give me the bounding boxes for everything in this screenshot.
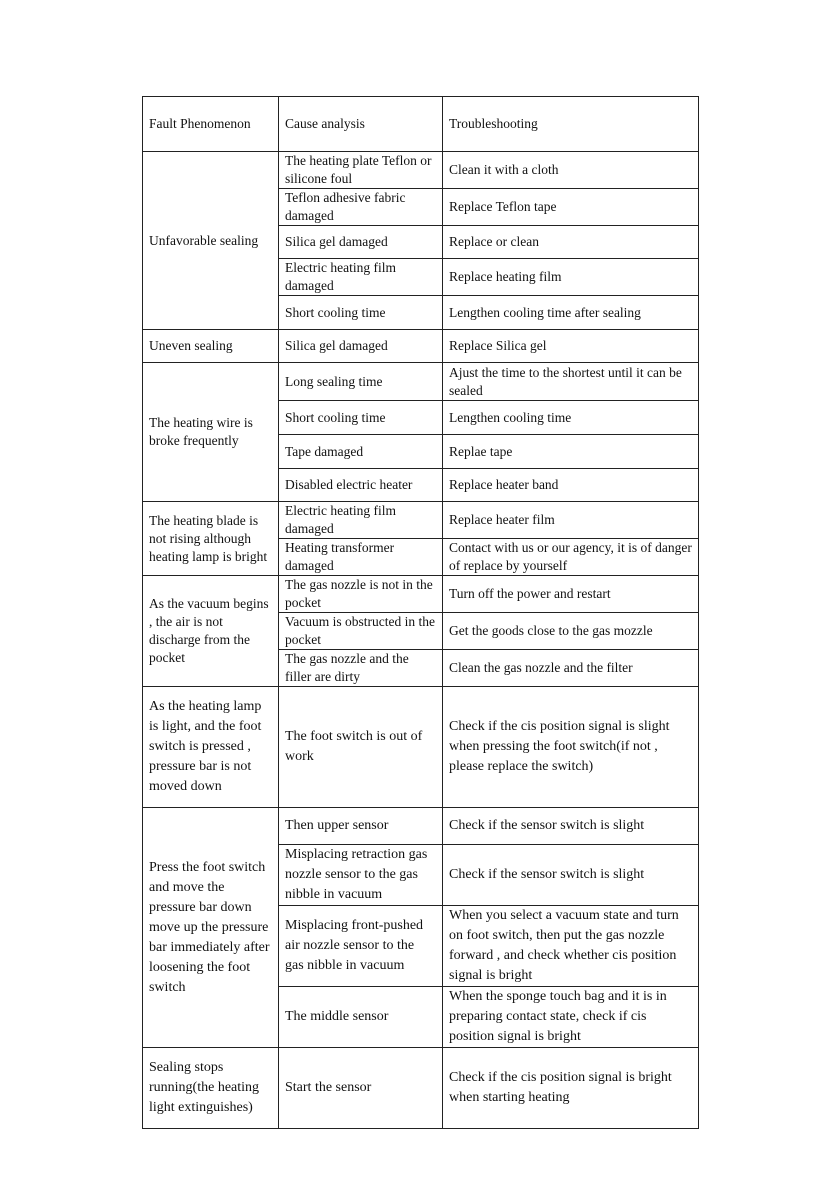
solution-cell: Check if the sensor switch is slight — [443, 808, 699, 845]
solution-cell: Lengthen cooling time — [443, 401, 699, 435]
cause-cell: The foot switch is out of work — [279, 687, 443, 808]
solution-cell: Replae tape — [443, 435, 699, 469]
solution-cell: Replace or clean — [443, 226, 699, 259]
solution-cell: Clean it with a cloth — [443, 152, 699, 189]
solution-cell: Clean the gas nozzle and the filter — [443, 650, 699, 687]
header-cause: Cause analysis — [279, 97, 443, 152]
solution-cell: Replace Teflon tape — [443, 189, 699, 226]
table-row — [143, 1048, 699, 1129]
cause-cell: Then upper sensor — [279, 808, 443, 845]
cause-cell: Misplacing retraction gas nozzle sensor to the gas nibble in vacuum — [279, 845, 443, 906]
solution-cell: Replace heater band — [443, 469, 699, 502]
table-row — [143, 808, 699, 845]
solution-cell: When the sponge touch bag and it is in preparing contact state, check if cis position signal is bright — [443, 987, 699, 1048]
cause-cell: The gas nozzle is not in the pocket — [279, 576, 443, 613]
fault-phenomenon: As the vacuum begins , the air is not discharge from the pocket — [143, 576, 279, 687]
fault-table — [142, 96, 699, 1129]
solution-cell: Check if the sensor switch is slight — [443, 845, 699, 906]
solution-cell: Get the goods close to the gas mozzle — [443, 613, 699, 650]
solution-cell: Replace heating film — [443, 259, 699, 296]
solution-cell: Replace Silica gel — [443, 330, 699, 363]
cause-cell: Start the sensor — [279, 1048, 443, 1129]
solution-cell: Contact with us or our agency, it is of danger of replace by yourself — [443, 539, 699, 576]
fault-phenomenon: The heating blade is not rising although heating lamp is bright — [143, 502, 279, 576]
fault-phenomenon: Sealing stops running(the heating light extinguishes) — [143, 1048, 279, 1129]
cause-cell: Silica gel damaged — [279, 330, 443, 363]
table-row — [143, 330, 699, 363]
cause-cell: Disabled electric heater — [279, 469, 443, 502]
cause-cell: Short cooling time — [279, 401, 443, 435]
table-row — [143, 687, 699, 808]
solution-cell: Check if the cis position signal is slight when pressing the foot switch(if not , please replace the switch) — [443, 687, 699, 808]
table-row — [143, 152, 699, 189]
solution-cell: Check if the cis position signal is bright when starting heating — [443, 1048, 699, 1129]
cause-cell: Heating transformer damaged — [279, 539, 443, 576]
cause-cell: Tape damaged — [279, 435, 443, 469]
header-phenomenon: Fault Phenomenon — [143, 97, 279, 152]
fault-phenomenon: The heating wire is broke frequently — [143, 363, 279, 502]
fault-phenomenon: Uneven sealing — [143, 330, 279, 363]
fault-phenomenon: Unfavorable sealing — [143, 152, 279, 330]
solution-cell: Replace heater film — [443, 502, 699, 539]
table-row — [143, 576, 699, 613]
solution-cell: Lengthen cooling time after sealing — [443, 296, 699, 330]
solution-cell: Ajust the time to the shortest until it can be sealed — [443, 363, 699, 401]
table-row — [143, 363, 699, 401]
table-row — [143, 502, 699, 539]
cause-cell: The heating plate Teflon or silicone foul — [279, 152, 443, 189]
solution-cell: When you select a vacuum state and turn on foot switch, then put the gas nozzle forward , and check whether cis position signal is bright — [443, 906, 699, 987]
cause-cell: The middle sensor — [279, 987, 443, 1048]
cause-cell: Short cooling time — [279, 296, 443, 330]
cause-cell: Misplacing front-pushed air nozzle sensor to the gas nibble in vacuum — [279, 906, 443, 987]
cause-cell: Teflon adhesive fabric damaged — [279, 189, 443, 226]
cause-cell: Vacuum is obstructed in the pocket — [279, 613, 443, 650]
cause-cell: Silica gel damaged — [279, 226, 443, 259]
fault-phenomenon: Press the foot switch and move the pressure bar down move up the pressure bar immediately after loosening the foot switch — [143, 808, 279, 1048]
solution-cell: Turn off the power and restart — [443, 576, 699, 613]
header-solution: Troubleshooting — [443, 97, 699, 152]
cause-cell: The gas nozzle and the filler are dirty — [279, 650, 443, 687]
cause-cell: Long sealing time — [279, 363, 443, 401]
cause-cell: Electric heating film damaged — [279, 259, 443, 296]
header-row — [143, 97, 699, 152]
cause-cell: Electric heating film damaged — [279, 502, 443, 539]
fault-phenomenon: As the heating lamp is light, and the foot switch is pressed , pressure bar is not moved down — [143, 687, 279, 808]
